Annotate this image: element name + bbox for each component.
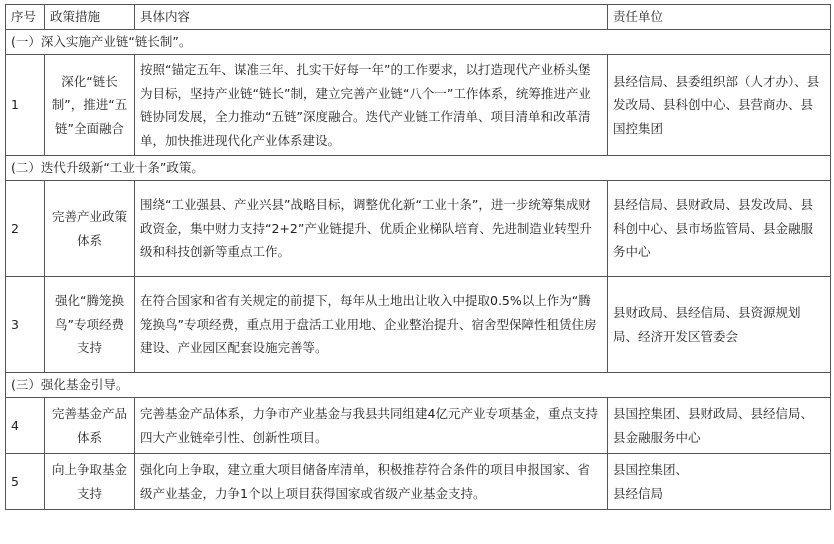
row-measure: 强化“腾笼换鸟”专项经费支持 (45, 277, 135, 373)
table-row-4 (6, 398, 831, 454)
row-number: 3 (6, 277, 45, 373)
row-content: 强化向上争取，建立重大项目储备库清单，积极推荐符合条件的项目申报国家、省级产业基金，力争1个以上项目获得国家或省级产业基金支持。 (135, 454, 608, 510)
row-number: 1 (6, 55, 45, 156)
row-measure: 深化“链长制”，推进“五链”全面融合 (45, 55, 135, 156)
row-content: 围绕“工业强县、产业兴县”战略目标，调整优化新“工业十条”，进一步统筹集成财政资金，集中财力支持“2+2”产业链提升、优质企业梯队培育、先进制造业转型升级和科技创新等重点工作。 (135, 181, 608, 277)
row-responsible-unit: 县经信局、县委组织部（人才办）、县发改局、县科创中心、县营商办、县国控集团 (608, 55, 831, 156)
section-row-2 (6, 156, 831, 181)
section-row-3 (6, 373, 831, 398)
table-row-5 (6, 454, 831, 510)
row-responsible-unit: 县国控集团、 县经信局 (608, 454, 831, 510)
header-num: 序号 (6, 5, 45, 30)
table-row-3 (6, 277, 831, 373)
row-content: 按照“锚定五年、谋准三年、扎实干好每一年”的工作要求，以打造现代产业桥头堡为目标，坚持产业链“链长”制，建立完善产业链“八个一”工作体系，统筹推进产业链协同发展，全力推动“五链”深度融合。迭代产业链工作清单、项目清单和改革清单，加快推进现代化产业体系建设。 (135, 55, 608, 156)
row-responsible-unit: 县经信局、县财政局、县发改局、县科创中心、县市场监管局、县金融服务中心 (608, 181, 831, 277)
table-header-row (6, 5, 831, 30)
row-number: 4 (6, 398, 45, 454)
section-title: (二）迭代升级新“工业十条”政策。 (6, 156, 831, 181)
table-row-2 (6, 181, 831, 277)
row-number: 2 (6, 181, 45, 277)
row-measure: 完善产业政策体系 (45, 181, 135, 277)
header-content: 具体内容 (135, 5, 608, 30)
row-content: 在符合国家和省有关规定的前提下，每年从土地出让收入中提取0.5%以上作为“腾笼换鸟”专项经费，重点用于盘活工业用地、企业整治提升、宿舍型保障性租赁住房建设、产业园区配套设施完善等。 (135, 277, 608, 373)
header-measure: 政策措施 (45, 5, 135, 30)
section-row-1 (6, 30, 831, 55)
row-responsible-unit: 县国控集团、县财政局、县经信局、县金融服务中心 (608, 398, 831, 454)
row-responsible-unit: 县财政局、县经信局、县资源规划局、经济开发区管委会 (608, 277, 831, 373)
section-title: (一）深入实施产业链“链长制”。 (6, 30, 831, 55)
section-title: (三）强化基金引导。 (6, 373, 831, 398)
row-number: 5 (6, 454, 45, 510)
row-measure: 向上争取基金支持 (45, 454, 135, 510)
row-content: 完善基金产品体系，力争市产业基金与我县共同组建4亿元产业专项基金，重点支持四大产业链牵引性、创新性项目。 (135, 398, 608, 454)
policy-table (5, 4, 831, 510)
header-unit: 责任单位 (608, 5, 831, 30)
policy-table-sheet (5, 4, 834, 510)
table-row-1 (6, 55, 831, 156)
row-measure: 完善基金产品体系 (45, 398, 135, 454)
